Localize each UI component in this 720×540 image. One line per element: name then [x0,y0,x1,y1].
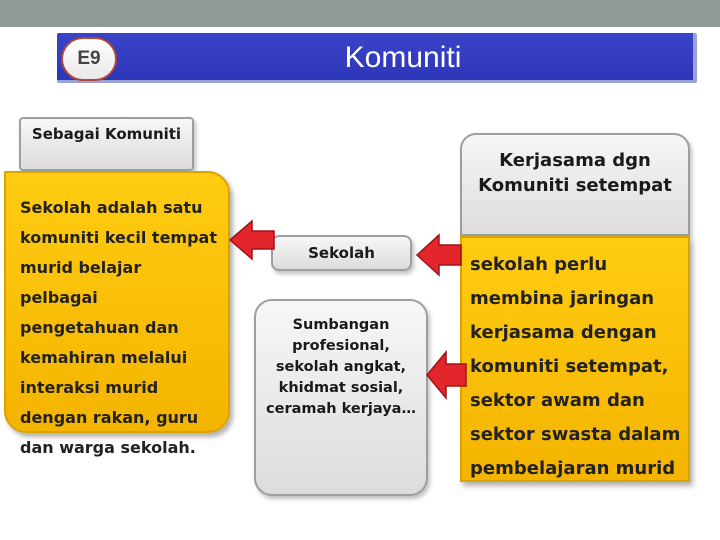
title-banner [57,33,697,83]
kerjasama-text: sekolah perlu membina jaringan kerjasama dengan komuniti setempat, sektor awam dan sektor swasta dalam pembelajaran murid [470,254,681,479]
sumbangan-box [254,299,428,496]
arrow-icon [228,219,276,261]
sebagai-komuniti-text-box [4,171,230,457]
sebagai-komuniti-text: Sekolah adalah satu komuniti kecil tempat murid belajar pelbagai pengetahuan dan kemahiran melalui interaksi murid dengan rakan, guru dan warga sekolah. [20,198,217,457]
top-strip [0,0,720,27]
arrow-icon [424,348,468,402]
sumbangan-text: Sumbangan profesional, sekolah angkat, khidmat sosial, ceramah kerjaya… [266,317,416,417]
sekolah-label: Sekolah [308,244,375,262]
arrow-icon [413,232,465,278]
kerjasama-title: Kerjasama dgn Komuniti setempat [478,150,672,196]
kerjasama-header [460,133,690,236]
page-title: Komuniti [344,41,462,74]
sebagai-komuniti-header [19,117,194,171]
section-badge: E9 [61,37,117,81]
sebagai-komuniti-title: Sebagai Komuniti [31,125,182,143]
sekolah-box [271,235,412,271]
kerjasama-text-box [460,236,690,482]
